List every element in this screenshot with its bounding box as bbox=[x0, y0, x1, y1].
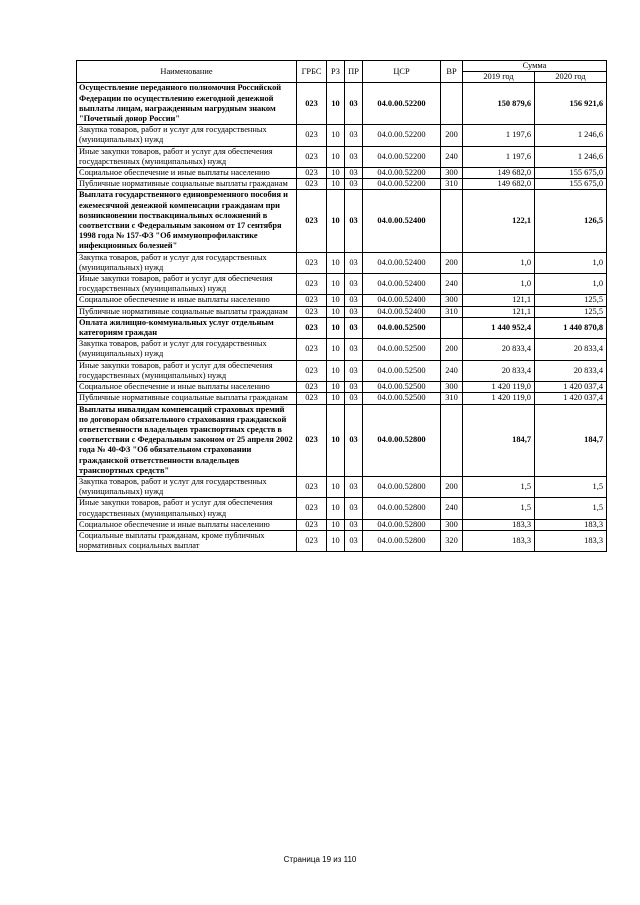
cell-name: Осуществление переданного полномочия Российской Федерации по осуществлению ежегодной денежной выплаты лицам, награжденным нагрудным знаком "Почетный донор России" bbox=[77, 83, 297, 125]
cell-rz: 10 bbox=[327, 519, 345, 530]
cell-name: Социальное обеспечение и иные выплаты населению bbox=[77, 168, 297, 179]
cell-grbs: 023 bbox=[297, 179, 327, 190]
cell-vr: 310 bbox=[441, 179, 463, 190]
table-row bbox=[77, 146, 607, 167]
cell-rz: 10 bbox=[327, 295, 345, 306]
cell-2020: 183,3 bbox=[535, 519, 607, 530]
cell-pr: 03 bbox=[345, 382, 363, 393]
cell-name: Выплаты инвалидам компенсаций страховых премий по договорам обязательного страхования гражданской ответственности владельцев транспортных средств в соответствии с Федеральным законом от 25 апреля 2002 года № 40-ФЗ "Об обязательном страховании гражданской ответственности владельцев транспортных средств" bbox=[77, 404, 297, 476]
cell-vr: 320 bbox=[441, 530, 463, 551]
cell-2020: 20 833,4 bbox=[535, 339, 607, 360]
cell-grbs: 023 bbox=[297, 252, 327, 273]
cell-vr: 310 bbox=[441, 393, 463, 404]
header-sum: Сумма bbox=[463, 61, 607, 72]
cell-pr: 03 bbox=[345, 295, 363, 306]
cell-csr: 04.0.00.52400 bbox=[363, 274, 441, 295]
cell-2019: 184,7 bbox=[463, 404, 535, 476]
cell-name: Социальное обеспечение и иные выплаты населению bbox=[77, 382, 297, 393]
cell-pr: 03 bbox=[345, 519, 363, 530]
section-row bbox=[77, 190, 607, 252]
cell-name: Закупка товаров, работ и услуг для государственных (муниципальных) нужд bbox=[77, 252, 297, 273]
cell-csr: 04.0.00.52500 bbox=[363, 360, 441, 381]
cell-2020: 1,0 bbox=[535, 274, 607, 295]
cell-2019: 1,5 bbox=[463, 476, 535, 497]
cell-csr: 04.0.00.52500 bbox=[363, 317, 441, 338]
cell-rz: 10 bbox=[327, 360, 345, 381]
table-row bbox=[77, 519, 607, 530]
cell-vr: 200 bbox=[441, 125, 463, 146]
cell-rz: 10 bbox=[327, 498, 345, 519]
table-header bbox=[77, 61, 607, 83]
cell-2019: 20 833,4 bbox=[463, 360, 535, 381]
cell-2020: 183,3 bbox=[535, 530, 607, 551]
cell-2019: 1 420 119,0 bbox=[463, 393, 535, 404]
cell-grbs: 023 bbox=[297, 125, 327, 146]
cell-vr: 240 bbox=[441, 360, 463, 381]
cell-grbs: 023 bbox=[297, 168, 327, 179]
cell-pr: 03 bbox=[345, 274, 363, 295]
cell-pr: 03 bbox=[345, 530, 363, 551]
cell-csr: 04.0.00.52200 bbox=[363, 146, 441, 167]
cell-pr: 03 bbox=[345, 125, 363, 146]
cell-name: Иные закупки товаров, работ и услуг для обеспечения государственных (муниципальных) нужд bbox=[77, 498, 297, 519]
cell-pr: 03 bbox=[345, 168, 363, 179]
cell-vr: 300 bbox=[441, 295, 463, 306]
cell-pr: 03 bbox=[345, 83, 363, 125]
cell-csr: 04.0.00.52800 bbox=[363, 404, 441, 476]
section-row bbox=[77, 317, 607, 338]
cell-2020: 1 420 037,4 bbox=[535, 382, 607, 393]
cell-csr: 04.0.00.52400 bbox=[363, 306, 441, 317]
cell-rz: 10 bbox=[327, 317, 345, 338]
cell-grbs: 023 bbox=[297, 519, 327, 530]
header-name: Наименование bbox=[77, 61, 297, 83]
cell-2019: 183,3 bbox=[463, 519, 535, 530]
header-pr: ПР bbox=[345, 61, 363, 83]
cell-rz: 10 bbox=[327, 404, 345, 476]
table-row bbox=[77, 530, 607, 551]
section-row bbox=[77, 83, 607, 125]
cell-vr bbox=[441, 317, 463, 338]
cell-pr: 03 bbox=[345, 190, 363, 252]
table-row bbox=[77, 295, 607, 306]
cell-2019: 20 833,4 bbox=[463, 339, 535, 360]
cell-grbs: 023 bbox=[297, 393, 327, 404]
cell-vr: 240 bbox=[441, 498, 463, 519]
cell-name: Публичные нормативные социальные выплаты гражданам bbox=[77, 179, 297, 190]
cell-2020: 1,5 bbox=[535, 498, 607, 519]
cell-pr: 03 bbox=[345, 404, 363, 476]
cell-pr: 03 bbox=[345, 252, 363, 273]
cell-csr: 04.0.00.52400 bbox=[363, 190, 441, 252]
cell-vr: 300 bbox=[441, 382, 463, 393]
cell-2020: 156 921,6 bbox=[535, 83, 607, 125]
header-year-2019: 2019 год bbox=[463, 72, 535, 83]
cell-csr: 04.0.00.52500 bbox=[363, 382, 441, 393]
table-row bbox=[77, 476, 607, 497]
cell-grbs: 023 bbox=[297, 476, 327, 497]
cell-2020: 1 420 037,4 bbox=[535, 393, 607, 404]
cell-csr: 04.0.00.52800 bbox=[363, 476, 441, 497]
cell-2019: 122,1 bbox=[463, 190, 535, 252]
cell-2019: 150 879,6 bbox=[463, 83, 535, 125]
cell-2019: 149 682,0 bbox=[463, 168, 535, 179]
cell-2020: 125,5 bbox=[535, 306, 607, 317]
cell-csr: 04.0.00.52200 bbox=[363, 168, 441, 179]
cell-rz: 10 bbox=[327, 83, 345, 125]
cell-name: Социальное обеспечение и иные выплаты населению bbox=[77, 519, 297, 530]
table-row bbox=[77, 252, 607, 273]
table-row bbox=[77, 382, 607, 393]
cell-vr: 200 bbox=[441, 476, 463, 497]
cell-csr: 04.0.00.52400 bbox=[363, 295, 441, 306]
cell-name: Иные закупки товаров, работ и услуг для обеспечения государственных (муниципальных) нужд bbox=[77, 146, 297, 167]
cell-2020: 1 246,6 bbox=[535, 146, 607, 167]
cell-2019: 1,5 bbox=[463, 498, 535, 519]
cell-2020: 155 675,0 bbox=[535, 168, 607, 179]
cell-rz: 10 bbox=[327, 274, 345, 295]
cell-rz: 10 bbox=[327, 146, 345, 167]
table-row bbox=[77, 274, 607, 295]
cell-2019: 183,3 bbox=[463, 530, 535, 551]
cell-name: Закупка товаров, работ и услуг для государственных (муниципальных) нужд bbox=[77, 339, 297, 360]
table-row bbox=[77, 125, 607, 146]
table-row bbox=[77, 168, 607, 179]
cell-csr: 04.0.00.52400 bbox=[363, 252, 441, 273]
cell-2020: 184,7 bbox=[535, 404, 607, 476]
header-rz: РЗ bbox=[327, 61, 345, 83]
cell-pr: 03 bbox=[345, 339, 363, 360]
table-body bbox=[77, 83, 607, 552]
cell-2019: 1,0 bbox=[463, 274, 535, 295]
header-year-2020: 2020 год bbox=[535, 72, 607, 83]
cell-vr bbox=[441, 404, 463, 476]
table-row bbox=[77, 179, 607, 190]
cell-name: Выплата государственного единовременного пособия и ежемесячной денежной компенсации гражданам при возникновении поствакцинальных осложнений в соответствии с Федеральным законом от 17 сентября 1998 года № 157-ФЗ "Об иммунопрофилактике инфекционных болезней" bbox=[77, 190, 297, 252]
cell-2019: 1 440 952,4 bbox=[463, 317, 535, 338]
cell-csr: 04.0.00.52200 bbox=[363, 179, 441, 190]
cell-grbs: 023 bbox=[297, 295, 327, 306]
cell-name: Закупка товаров, работ и услуг для государственных (муниципальных) нужд bbox=[77, 476, 297, 497]
cell-name: Иные закупки товаров, работ и услуг для обеспечения государственных (муниципальных) нужд bbox=[77, 274, 297, 295]
cell-csr: 04.0.00.52200 bbox=[363, 83, 441, 125]
cell-2019: 1,0 bbox=[463, 252, 535, 273]
cell-grbs: 023 bbox=[297, 306, 327, 317]
cell-grbs: 023 bbox=[297, 404, 327, 476]
cell-vr: 200 bbox=[441, 252, 463, 273]
cell-vr: 200 bbox=[441, 339, 463, 360]
cell-rz: 10 bbox=[327, 179, 345, 190]
cell-2020: 155 675,0 bbox=[535, 179, 607, 190]
cell-grbs: 023 bbox=[297, 274, 327, 295]
cell-grbs: 023 bbox=[297, 360, 327, 381]
cell-2020: 1,0 bbox=[535, 252, 607, 273]
cell-rz: 10 bbox=[327, 530, 345, 551]
cell-2020: 20 833,4 bbox=[535, 360, 607, 381]
cell-name: Социальные выплаты гражданам, кроме публичных нормативных социальных выплат bbox=[77, 530, 297, 551]
cell-rz: 10 bbox=[327, 393, 345, 404]
cell-csr: 04.0.00.52800 bbox=[363, 519, 441, 530]
cell-grbs: 023 bbox=[297, 83, 327, 125]
cell-csr: 04.0.00.52200 bbox=[363, 125, 441, 146]
cell-vr: 300 bbox=[441, 519, 463, 530]
cell-pr: 03 bbox=[345, 179, 363, 190]
cell-rz: 10 bbox=[327, 168, 345, 179]
budget-table bbox=[76, 60, 607, 552]
table-row bbox=[77, 360, 607, 381]
cell-2019: 1 197,6 bbox=[463, 146, 535, 167]
cell-2020: 125,5 bbox=[535, 295, 607, 306]
cell-2019: 1 197,6 bbox=[463, 125, 535, 146]
cell-rz: 10 bbox=[327, 190, 345, 252]
header-csr: ЦСР bbox=[363, 61, 441, 83]
cell-rz: 10 bbox=[327, 125, 345, 146]
cell-csr: 04.0.00.52800 bbox=[363, 530, 441, 551]
cell-rz: 10 bbox=[327, 476, 345, 497]
cell-rz: 10 bbox=[327, 252, 345, 273]
cell-vr: 310 bbox=[441, 306, 463, 317]
page-number: Страница 19 из 110 bbox=[283, 855, 357, 864]
section-row bbox=[77, 404, 607, 476]
cell-pr: 03 bbox=[345, 306, 363, 317]
table-row bbox=[77, 339, 607, 360]
cell-pr: 03 bbox=[345, 146, 363, 167]
cell-pr: 03 bbox=[345, 393, 363, 404]
cell-2019: 121,1 bbox=[463, 306, 535, 317]
cell-grbs: 023 bbox=[297, 382, 327, 393]
cell-rz: 10 bbox=[327, 306, 345, 317]
cell-2019: 1 420 119,0 bbox=[463, 382, 535, 393]
cell-2020: 1 246,6 bbox=[535, 125, 607, 146]
header-grbs: ГРБС bbox=[297, 61, 327, 83]
cell-name: Социальное обеспечение и иные выплаты населению bbox=[77, 295, 297, 306]
cell-rz: 10 bbox=[327, 382, 345, 393]
table-row bbox=[77, 306, 607, 317]
table-row bbox=[77, 393, 607, 404]
cell-name: Оплата жилищно-коммунальных услуг отдельным категориям граждан bbox=[77, 317, 297, 338]
header-vr: ВР bbox=[441, 61, 463, 83]
cell-grbs: 023 bbox=[297, 190, 327, 252]
cell-2019: 149 682,0 bbox=[463, 179, 535, 190]
cell-pr: 03 bbox=[345, 498, 363, 519]
cell-name: Публичные нормативные социальные выплаты гражданам bbox=[77, 393, 297, 404]
cell-grbs: 023 bbox=[297, 498, 327, 519]
cell-vr bbox=[441, 83, 463, 125]
table-row bbox=[77, 498, 607, 519]
cell-csr: 04.0.00.52500 bbox=[363, 393, 441, 404]
cell-grbs: 023 bbox=[297, 530, 327, 551]
cell-vr: 240 bbox=[441, 274, 463, 295]
cell-2020: 1,5 bbox=[535, 476, 607, 497]
cell-vr bbox=[441, 190, 463, 252]
cell-pr: 03 bbox=[345, 360, 363, 381]
cell-csr: 04.0.00.52500 bbox=[363, 339, 441, 360]
cell-2020: 1 440 870,8 bbox=[535, 317, 607, 338]
cell-vr: 300 bbox=[441, 168, 463, 179]
cell-name: Иные закупки товаров, работ и услуг для обеспечения государственных (муниципальных) нужд bbox=[77, 360, 297, 381]
cell-vr: 240 bbox=[441, 146, 463, 167]
cell-grbs: 023 bbox=[297, 317, 327, 338]
cell-2019: 121,1 bbox=[463, 295, 535, 306]
cell-name: Закупка товаров, работ и услуг для государственных (муниципальных) нужд bbox=[77, 125, 297, 146]
cell-name: Публичные нормативные социальные выплаты гражданам bbox=[77, 306, 297, 317]
cell-rz: 10 bbox=[327, 339, 345, 360]
cell-pr: 03 bbox=[345, 476, 363, 497]
cell-grbs: 023 bbox=[297, 339, 327, 360]
cell-grbs: 023 bbox=[297, 146, 327, 167]
cell-2020: 126,5 bbox=[535, 190, 607, 252]
cell-pr: 03 bbox=[345, 317, 363, 338]
cell-csr: 04.0.00.52800 bbox=[363, 498, 441, 519]
